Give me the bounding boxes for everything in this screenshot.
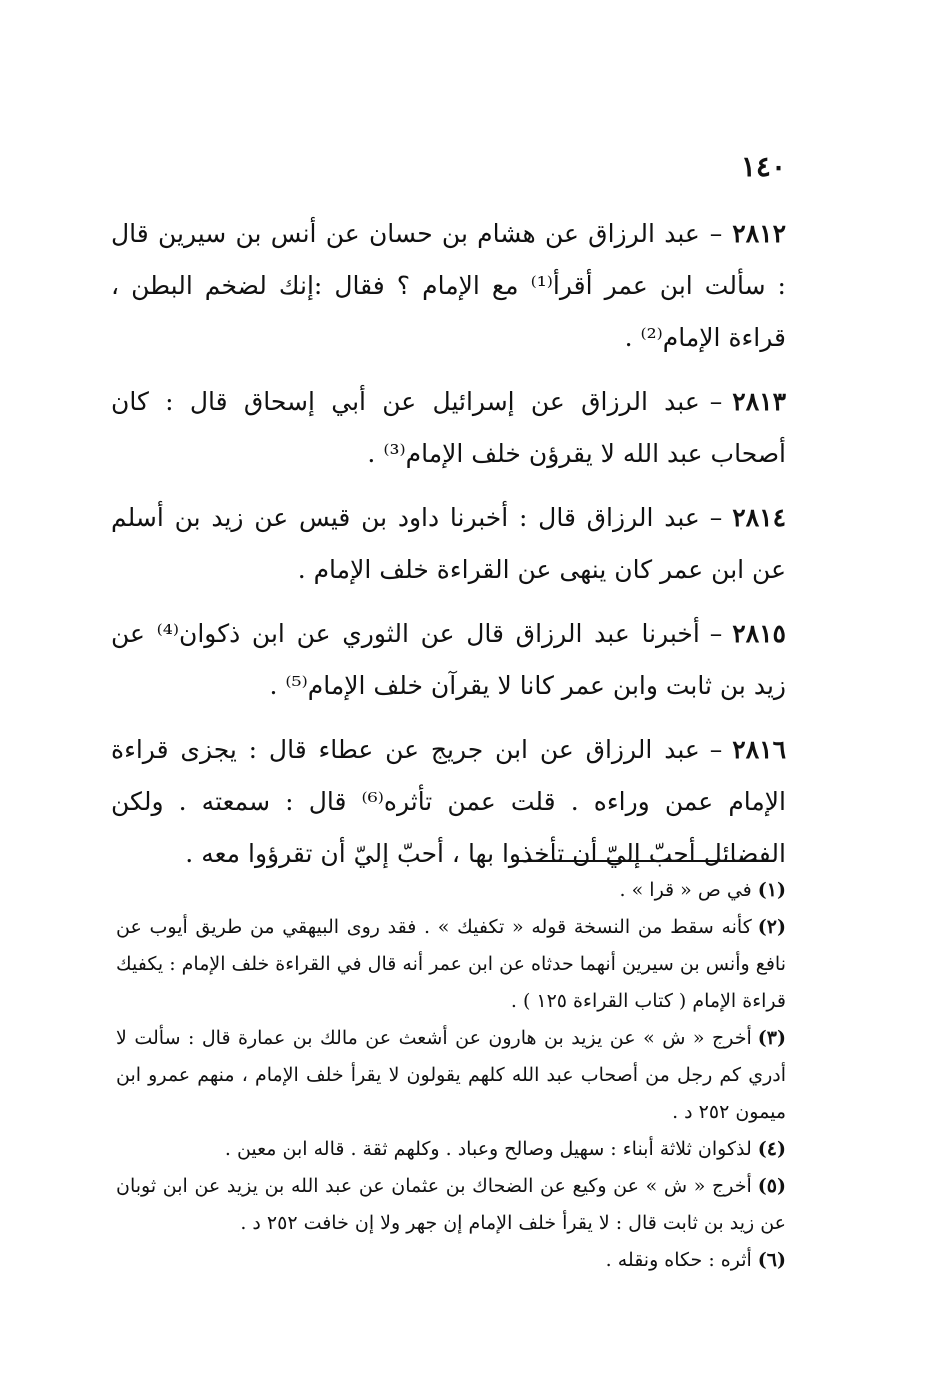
entry-dash: – [709,387,723,416]
footnote [116,872,786,909]
hadith-entry [111,608,786,712]
hadith-entry [111,208,786,364]
hadith-text: عبد الرزاق عن ابن جريج عن عطاء قال : يجزى قراءة الإمام عمن وراءه . قلت عمن تأثره⁽⁶⁾ قال : سمعته . ولكن الفضائل أحبّ إليّ أن تأخذوا بها ، أحبّ إليّ أن تقرؤوا معه . [111,735,787,868]
hadith-number: ٢٨١٦ [732,735,786,764]
footnote-text: أخرج « ش » عن وكيع عن الضحاك بن عثمان عن عبد الله بن يزيد عن ابن ثوبان عن زيد بن ثابت قال : لا يقرأ خلف الإمام إن جهر ولا إن خافت ٢٥٢ د . [116,1175,786,1234]
entry-dash: – [709,503,723,532]
footnote-text: أخرج « ش » عن يزيد بن هارون عن أشعث عن مالك بن عمارة قال : سألت لا أدري كم رجل من أصحاب عبد الله كلهم يقولون لا يقرأ خلف الإمام ، منهم عمرو ابن ميمون ٢٥٢ د . [116,1027,786,1123]
footnote-text: كأنه سقط من النسخة قوله « تكفيك » . فقد روى البيهقي من طريق أيوب عن نافع وأنس بن سيرين أنهما حدثاه عن ابن عمر أنه قال في القراءة خلف الإمام : يكفيك قراءة الإمام ( كتاب القراءة ١٢٥ ) . [116,916,786,1012]
hadith-number: ٢٨١٤ [732,503,786,532]
hadith-number: ٢٨١٣ [732,387,786,416]
entry-dash: – [709,735,723,764]
footnote-number: (٦) [757,1249,786,1271]
footnote-text: أثره : حكاه ونقله . [605,1249,752,1271]
footnote [116,1020,786,1131]
hadith-number: ٢٨١٥ [732,619,786,648]
footnote [116,909,786,1020]
page-number: ١٤٠ [740,150,786,183]
hadith-text: عبد الرزاق عن هشام بن حسان عن أنس بن سيرين قال : سألت ابن عمر أقرأ⁽¹⁾ مع الإمام ؟ فقال :إنك لضخم البطن ، قراءة الإمام⁽²⁾ . [111,219,786,352]
footnote-separator [512,860,774,862]
footnote [116,1242,786,1279]
footnote [116,1131,786,1168]
footnotes-section [116,872,786,1279]
hadith-text: عبد الرزاق عن إسرائيل عن أبي إسحاق قال : كان أصحاب عبد الله لا يقرؤن خلف الإمام⁽³⁾ . [111,387,786,468]
hadith-text: عبد الرزاق قال : أخبرنا داود بن قيس عن زيد بن أسلم عن ابن عمر كان ينهى عن القراءة خلف الإمام . [111,503,786,584]
footnote-number: (٥) [757,1175,786,1197]
hadith-entry [111,724,786,880]
footnote-text: في ص « قرا » . [619,879,752,901]
footnote [116,1168,786,1242]
hadith-entry [111,492,786,596]
hadith-number: ٢٨١٢ [732,219,786,248]
hadith-list [111,208,786,892]
footnote-text: لذكوان ثلاثة أبناء : سهيل وصالح وعباد . وكلهم ثقة . قاله ابن معين . [224,1138,752,1160]
footnote-number: (٤) [757,1138,786,1160]
hadith-entry [111,376,786,480]
entry-dash: – [709,219,723,248]
entry-dash: – [709,619,723,648]
footnote-number: (٣) [757,1027,786,1049]
footnote-number: (١) [757,879,786,901]
footnote-number: (٢) [757,916,786,938]
hadith-text: أخبرنا عبد الرزاق قال عن الثوري عن ابن ذكوان⁽⁴⁾ عن زيد بن ثابت وابن عمر كانا لا يقرآن خلف الإمام⁽⁵⁾ . [111,619,786,700]
